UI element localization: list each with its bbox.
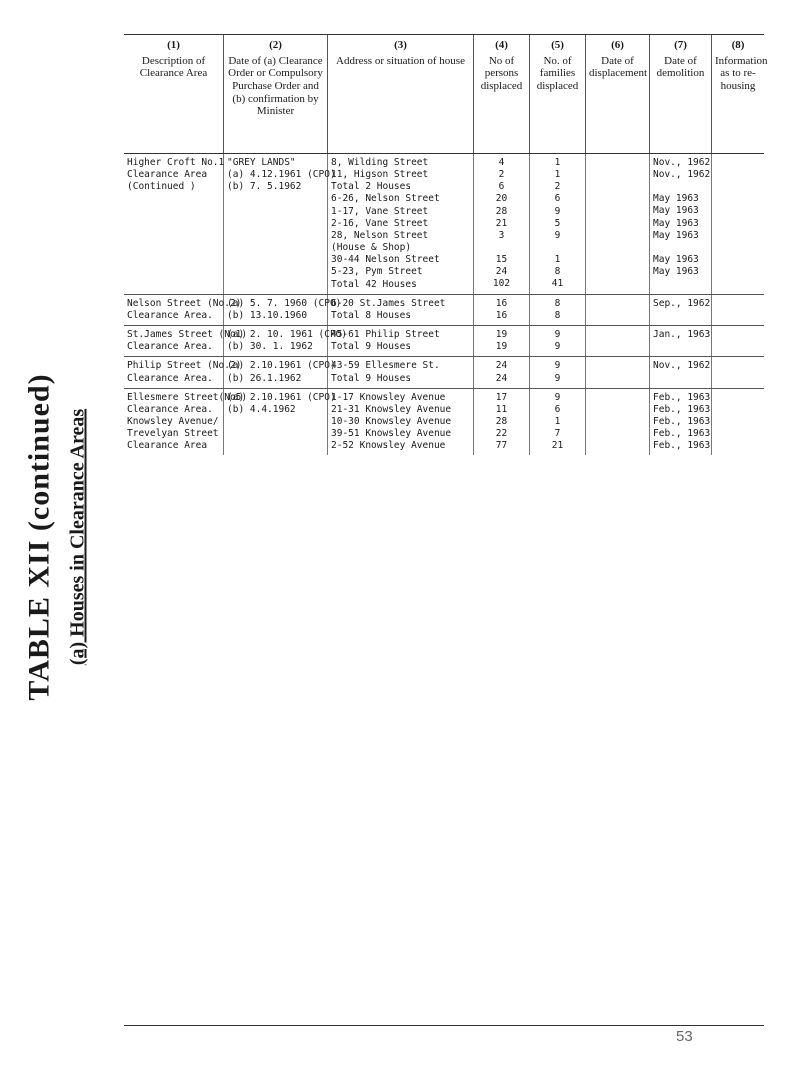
cell-line — [715, 310, 761, 322]
cell-line: 9 — [554, 360, 561, 372]
cell-line: 4 — [498, 157, 505, 168]
cell-line: 9 — [554, 391, 561, 403]
demolition-cell — [650, 295, 712, 325]
cell-line: 43-59 Ellesmere St. — [331, 360, 440, 372]
families-cell — [530, 357, 586, 387]
cell-line — [715, 157, 761, 169]
address-cell — [328, 295, 474, 325]
cell-line: Ellesmere Street(No5) — [127, 391, 248, 403]
cell-line: Feb., 1963 — [653, 428, 711, 440]
cell-line: 11 — [495, 403, 508, 415]
col-header-demolition: (7) Date of demolition — [650, 35, 712, 153]
cell-line: 9 — [554, 205, 561, 217]
cell-line: Feb., 1963 — [653, 415, 711, 427]
cell-line — [715, 193, 761, 205]
demolition-cell — [650, 357, 712, 387]
cell-line: 2-52 Knowsley Avenue — [331, 440, 446, 452]
cell-line: 16 — [495, 297, 508, 309]
cell-line — [589, 241, 646, 253]
cell-line: 2-16, Vane Street — [331, 217, 429, 229]
cell-line: Trevelyan Street — [127, 428, 219, 440]
cell-line: (b) 13.10.1960 — [227, 309, 308, 321]
address-cell — [328, 154, 474, 294]
cell-line: 7 — [554, 428, 561, 440]
cell-line: Knowsley Avenue/ — [127, 415, 219, 427]
cell-line — [477, 242, 526, 254]
order-dates-cell — [224, 357, 336, 387]
address-cell — [328, 326, 474, 356]
cell-line — [589, 277, 646, 289]
cell-line — [589, 205, 646, 217]
cell-line: 24 — [495, 266, 508, 278]
cell-line: 9 — [554, 372, 561, 384]
cell-line: 11, Higson Street — [331, 169, 429, 181]
col-header-rehousing: (8) Information as to re-housing — [715, 39, 768, 92]
table-title: TABLE XII (continued) — [22, 373, 56, 701]
cell-line: Higher Croft No.1 — [127, 157, 225, 168]
clearance-area-row — [124, 326, 764, 357]
cell-line — [589, 341, 646, 353]
demolition-cell — [650, 154, 712, 294]
cell-line: (a) 4.12.1961 (CPO) — [227, 169, 336, 181]
cell-line: 21 — [495, 217, 508, 229]
cell-line — [715, 169, 761, 181]
cell-line: May 1963 — [653, 253, 699, 265]
cell-line: 15 — [495, 254, 508, 266]
cell-line: Total 2 Houses — [331, 181, 412, 193]
persons-cell — [474, 295, 530, 325]
cell-line: Nov., 1962 — [653, 360, 711, 372]
cell-line — [715, 277, 761, 289]
cell-line: 16 — [495, 309, 508, 321]
cell-line: 28 — [495, 415, 508, 427]
cell-line — [589, 360, 646, 372]
cell-line: (a) 2.10.1961 (CPO) — [227, 391, 336, 403]
description-cell — [124, 295, 242, 325]
cell-line — [589, 372, 646, 384]
cell-line: 9 — [554, 329, 561, 341]
cell-line: Nov., 1962 — [653, 169, 711, 181]
cell-line: 20 — [495, 193, 508, 205]
cell-line — [715, 392, 761, 404]
cell-line: 45-61 Philip Street — [331, 329, 440, 341]
cell-line: 1 — [554, 157, 561, 168]
cell-line — [589, 265, 646, 277]
cell-line — [589, 329, 646, 341]
col-header-families: (5) No. of families displaced — [530, 35, 586, 153]
cell-line: 1 — [554, 254, 561, 266]
cell-line: (a) 2.10.1961 (CPO) — [227, 360, 336, 372]
cell-line — [715, 265, 761, 277]
persons-cell — [474, 389, 530, 456]
cell-line: 8 — [554, 266, 561, 278]
cell-line: 28 — [495, 205, 508, 217]
description-cell — [124, 357, 242, 387]
col-header-description: (1) Description of Clearance Area — [124, 35, 224, 153]
displacement-cell — [586, 154, 650, 294]
cell-line: 19 — [495, 329, 508, 341]
cell-line — [715, 360, 761, 372]
cell-line: Philip Street (No.2) — [127, 360, 242, 372]
cell-line — [589, 416, 646, 428]
cell-line: Feb., 1963 — [653, 440, 711, 452]
cell-line: Total 9 Houses — [331, 372, 412, 384]
cell-line: (b) 4.4.1962 — [227, 403, 296, 415]
cell-line: Clearance Area. — [127, 309, 213, 321]
cell-line: Clearance Area. — [127, 341, 213, 353]
cell-line — [589, 428, 646, 440]
displacement-cell — [586, 389, 650, 456]
cell-line — [653, 278, 708, 290]
rehousing-cell — [712, 295, 764, 325]
displacement-cell — [586, 295, 650, 325]
order-dates-cell — [224, 295, 342, 325]
cell-line — [715, 428, 761, 440]
cell-line: 1-17, Vane Street — [331, 205, 429, 217]
cell-line: 6 — [554, 193, 561, 205]
displacement-cell — [586, 357, 650, 387]
cell-line: May 1963 — [653, 266, 699, 278]
cell-line: May 1963 — [653, 205, 699, 217]
cell-line — [589, 440, 646, 452]
col-header-order-dates: (2) Date of (a) Clearance Order or Compulsory Purchase Order and (b) confirmation by Minister — [224, 35, 328, 153]
cell-line — [715, 329, 761, 341]
cell-line: (a) 2. 10. 1961 (CPO) — [227, 329, 348, 341]
cell-line — [715, 416, 761, 428]
displacement-cell — [586, 326, 650, 356]
persons-cell — [474, 357, 530, 387]
col-header-displacement: (6) Date of displacement — [586, 35, 650, 153]
cell-line: 1-17 Knowsley Avenue — [331, 391, 446, 403]
persons-cell — [474, 154, 530, 294]
cell-line — [715, 181, 761, 193]
cell-line: 102 — [492, 278, 511, 290]
cell-line — [589, 310, 646, 322]
cell-line — [653, 242, 708, 254]
cell-line: 8 — [554, 309, 561, 321]
cell-line — [715, 253, 761, 265]
cell-line: 10-30 Knowsley Avenue — [331, 415, 452, 427]
demolition-cell — [650, 389, 712, 456]
cell-line — [589, 404, 646, 416]
clearance-table — [124, 34, 768, 1026]
families-cell — [530, 389, 586, 456]
cell-line: Total 8 Houses — [331, 309, 412, 321]
cell-line: May 1963 — [653, 217, 699, 229]
cell-line — [589, 193, 646, 205]
cell-line: 9 — [554, 341, 561, 353]
cell-line — [715, 341, 761, 353]
cell-line: 1 — [554, 415, 561, 427]
cell-line: Sep., 1962 — [653, 297, 711, 309]
cell-line — [715, 217, 761, 229]
cell-line: Total 42 Houses — [331, 278, 417, 290]
order-dates-cell — [224, 326, 348, 356]
clearance-area-row — [124, 154, 764, 295]
cell-line: 22 — [495, 428, 508, 440]
cell-line: Clearance Area. — [127, 403, 213, 415]
cell-line — [589, 169, 646, 181]
rehousing-cell — [712, 326, 764, 356]
cell-line — [653, 341, 708, 353]
cell-line — [715, 372, 761, 384]
cell-line: Jan., 1963 — [653, 329, 711, 341]
section-title: (a) Houses in Clearance Areas — [66, 408, 89, 666]
cell-line: 21-31 Knowsley Avenue — [331, 403, 452, 415]
cell-line: (b) 7. 5.1962 — [227, 181, 302, 193]
cell-line: 6 — [498, 181, 505, 193]
cell-line: 19 — [495, 341, 508, 353]
page-number: 53 — [676, 1028, 693, 1045]
description-cell — [124, 326, 248, 356]
cell-line: 28, Nelson Street — [331, 229, 429, 241]
cell-line — [653, 373, 708, 385]
clearance-area-row — [124, 295, 764, 326]
table-heading — [0, 0, 112, 1074]
cell-line: Clearance Area. — [127, 372, 213, 384]
cell-line: 3 — [498, 229, 505, 241]
order-dates-cell — [224, 389, 336, 456]
cell-line: Total 9 Houses — [331, 341, 412, 353]
cell-line: 24 — [495, 360, 508, 372]
address-cell — [328, 389, 474, 456]
cell-line: 41 — [551, 278, 564, 290]
cell-line — [589, 157, 646, 169]
cell-line — [715, 404, 761, 416]
clearance-area-row — [124, 357, 764, 388]
cell-line: 9 — [554, 229, 561, 241]
demolition-cell — [650, 326, 712, 356]
table-header-row — [124, 35, 768, 154]
families-cell — [530, 295, 586, 325]
cell-line: May 1963 — [653, 229, 699, 241]
cell-line — [653, 181, 708, 193]
cell-line: Feb., 1963 — [653, 403, 711, 415]
families-cell — [530, 326, 586, 356]
cell-line — [589, 298, 646, 310]
cell-line: 30-44 Nelson Street — [331, 254, 440, 266]
order-dates-cell — [224, 154, 336, 294]
rehousing-cell — [712, 154, 764, 294]
cell-line — [589, 253, 646, 265]
cell-line: May 1963 — [653, 193, 699, 205]
cell-line — [715, 205, 761, 217]
cell-line: 5 — [554, 217, 561, 229]
cell-line: 8 — [554, 297, 561, 309]
families-cell — [530, 154, 586, 294]
address-cell — [328, 357, 474, 387]
cell-line: St.James Street (No1) — [127, 329, 248, 341]
cell-line: 5-23, Pym Street — [331, 266, 423, 278]
cell-line: (b) 26.1.1962 — [227, 372, 302, 384]
cell-line: 8, Wilding Street — [331, 157, 429, 168]
col-header-address: (3) Address or situation of house — [328, 35, 474, 153]
cell-line: 6 — [554, 403, 561, 415]
cell-line — [589, 229, 646, 241]
table-body — [124, 154, 764, 455]
cell-line: Nelson Street (No.2) — [127, 297, 242, 309]
clearance-area-row — [124, 389, 764, 456]
rehousing-cell — [712, 357, 764, 387]
cell-line — [589, 217, 646, 229]
description-cell — [124, 154, 224, 294]
cell-line — [715, 241, 761, 253]
cell-line — [715, 440, 761, 452]
cell-line: 2 — [554, 181, 561, 193]
cell-line: 2 — [498, 169, 505, 181]
persons-cell — [474, 326, 530, 356]
cell-line — [589, 392, 646, 404]
cell-line — [715, 298, 761, 310]
cell-line: Nov., 1962 — [653, 157, 711, 168]
cell-line: 17 — [495, 391, 508, 403]
cell-line — [589, 181, 646, 193]
rehousing-cell — [712, 389, 764, 456]
cell-line: 1 — [554, 169, 561, 181]
cell-line: 21 — [551, 440, 564, 452]
cell-line — [653, 310, 708, 322]
cell-line: Clearance Area — [127, 169, 208, 181]
cell-line: (a) 5. 7. 1960 (CPO) — [227, 297, 342, 309]
cell-line: 77 — [495, 440, 508, 452]
cell-line: "GREY LANDS" — [227, 157, 296, 168]
col-header-persons: (4) No of persons displaced — [474, 35, 530, 153]
cell-line: (b) 30. 1. 1962 — [227, 341, 313, 353]
cell-line: Feb., 1963 — [653, 391, 711, 403]
cell-line — [715, 229, 761, 241]
cell-line: 6-26, Nelson Street — [331, 193, 440, 205]
description-cell — [124, 389, 248, 456]
cell-line: Clearance Area — [127, 440, 208, 452]
cell-line — [533, 242, 582, 254]
cell-line: (Continued ) — [127, 181, 196, 193]
cell-line: 6-20 St.James Street — [331, 297, 446, 309]
cell-line: (House & Shop) — [331, 242, 412, 254]
cell-line: 39-51 Knowsley Avenue — [331, 428, 452, 440]
cell-line: 24 — [495, 372, 508, 384]
